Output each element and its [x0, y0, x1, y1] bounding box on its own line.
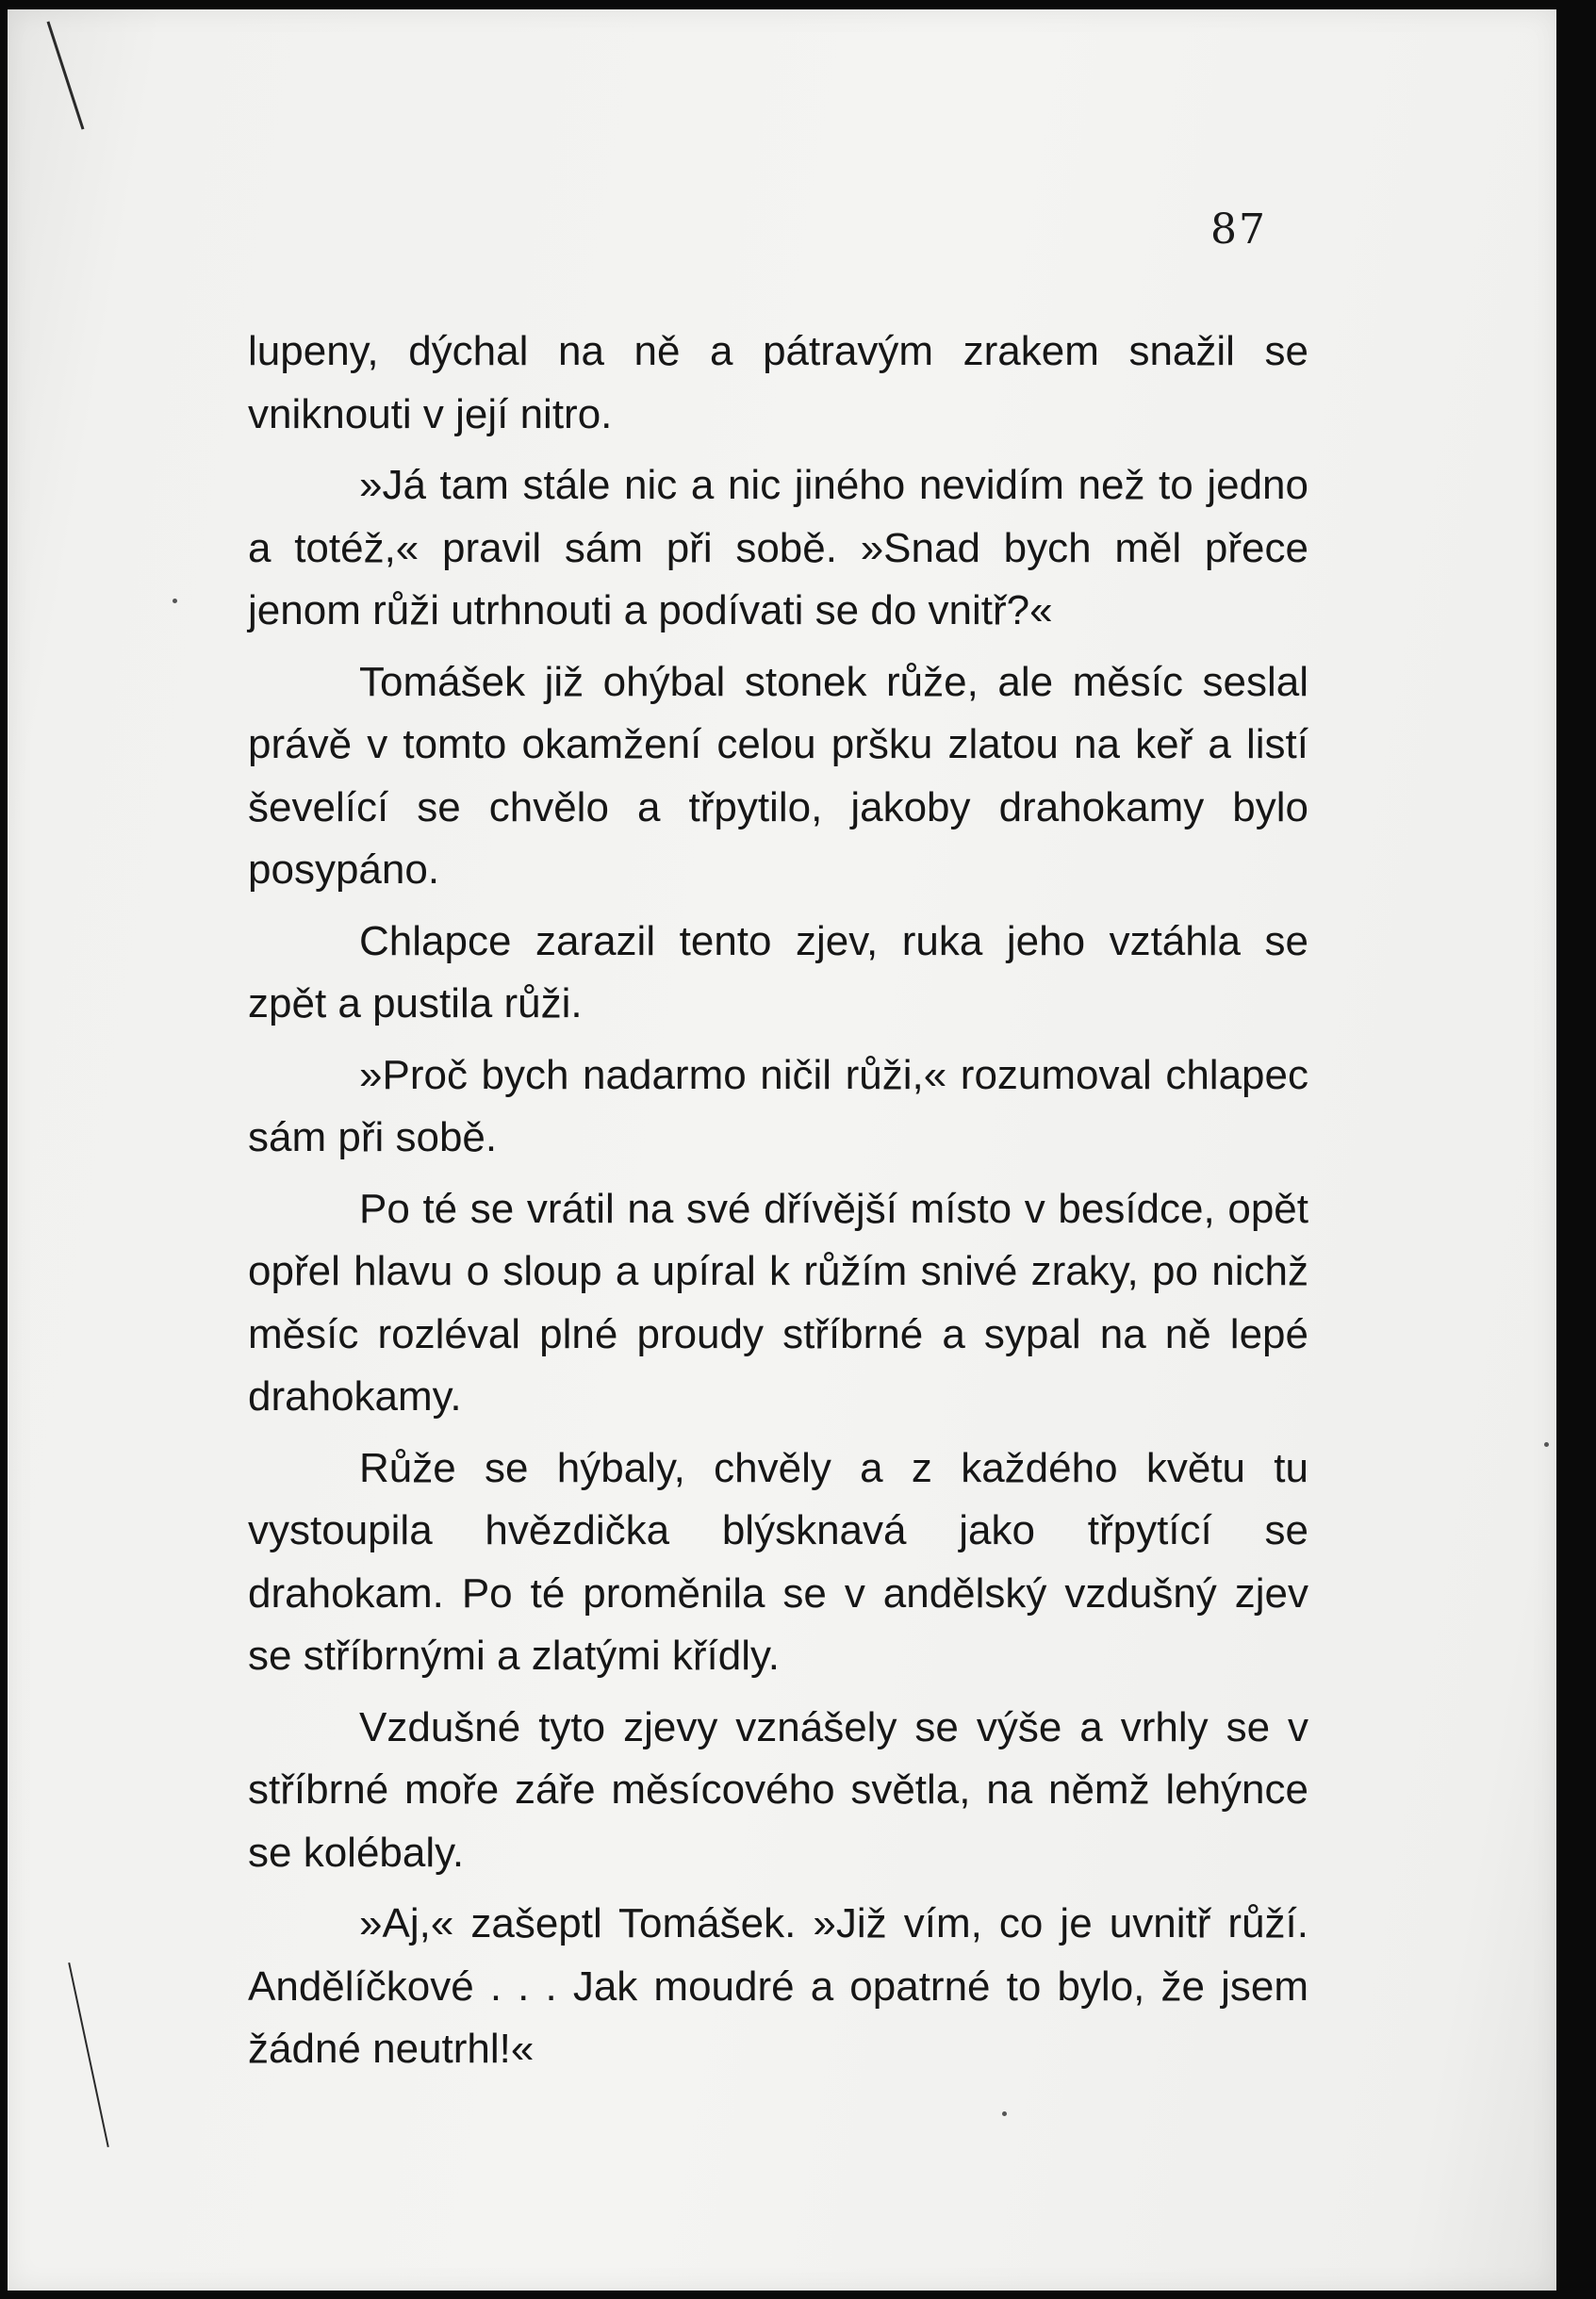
page-edge-mark — [68, 1962, 109, 2147]
page-number: 87 — [1210, 205, 1267, 254]
paragraph: »Aj,« zašeptl Tomášek. »Již vím, co je uvnitř růží. Andělíčkové . . . Jak moudré a opatrné to bylo, že jsem žádné neutrhl!« — [248, 1900, 1308, 2072]
paragraph: »Proč bych nadarmo ničil růži,« rozumoval chlapec sám při sobě. — [248, 1051, 1308, 1160]
book-page — [8, 9, 1556, 2291]
paragraph: Chlapce zarazil tento zjev, ruka jeho vztáhla se zpět a pustila růži. — [248, 917, 1308, 1026]
speck — [1002, 2111, 1007, 2116]
speck — [173, 599, 177, 603]
paragraph: »Já tam stále nic a nic jiného nevidím než to jedno a totéž,« pravil sám při sobě. »Snad bych měl přece jenom růži utrhnouti a podívati se do vnitř?« — [248, 462, 1308, 633]
paragraph: Po té se vrátil na své dřívější místo v besídce, opět opřel hlavu o sloup a upíral k růžím snivé zraky, po nichž měsíc rozléval plné proudy stříbrné a sypal na ně lepé drahokamy. — [248, 1185, 1308, 1420]
paragraph: Tomášek již ohýbal stonek růže, ale měsíc seslal právě v tomto okamžení celou pršku zlatou na keř a listí ševelící se chvělo a třpytilo, jakoby drahokamy bylo posypáno. — [248, 658, 1308, 893]
paragraph: Růže se hýbaly, chvěly a z každého květu tu vystoupila hvězdička blýsknavá jako třpytící se drahokam. Po té proměnila se v andělský vzdušný zjev se stříbrnými a zlatými křídly. — [248, 1444, 1308, 1679]
paragraph: Vzdušné tyto zjevy vznášely se výše a vrhly se v stříbrné moře záře měsícového světla, na němž lehýnce se kolébaly. — [248, 1703, 1308, 1876]
body-text — [248, 320, 1308, 2090]
page-edge-mark — [47, 21, 85, 129]
paragraph: lupeny, dýchal na ně a pátravým zrakem snažil se vniknouti v její nitro. — [248, 328, 1308, 437]
speck — [1544, 1442, 1549, 1447]
